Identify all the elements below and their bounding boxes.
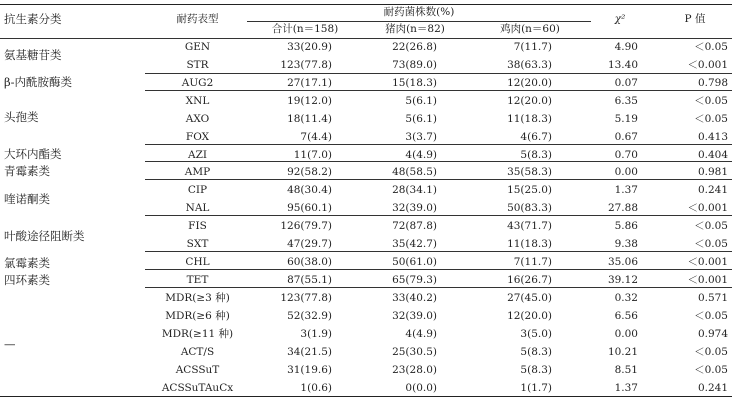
cell-total: 48(30.4)	[287, 184, 332, 196]
cell-chicken: 4(6.7)	[520, 131, 552, 143]
category-beta-lactamase: β-内酰胺酶类	[4, 75, 73, 89]
cell-chi-square: 4.90	[614, 41, 638, 53]
cell-chi-square: 9.38	[614, 238, 638, 250]
cell-total: 19(12.0)	[287, 95, 332, 107]
cell-p-value: 0.413	[697, 131, 728, 143]
cell-p-value: 0.798	[697, 77, 728, 89]
cell-chicken: 11(18.3)	[507, 113, 552, 125]
cell-profile: MDR(≥3 种)	[165, 292, 230, 304]
cell-profile: XNL	[185, 95, 210, 107]
cell-profile: AUG2	[181, 77, 214, 89]
cell-chi-square: 35.06	[607, 256, 638, 268]
cell-chi-square: 0.67	[614, 131, 638, 143]
cell-pork: 28(34.1)	[392, 184, 437, 196]
cell-pork: 35(42.7)	[392, 238, 437, 250]
cell-p-value: ＜0.05	[694, 364, 728, 376]
cell-profile: SXT	[186, 238, 209, 250]
cell-chicken: 7(11.7)	[513, 256, 552, 268]
cell-pork: 15(18.3)	[392, 77, 437, 89]
cell-profile: NAL	[185, 202, 210, 214]
cell-p-value: ＜0.05	[694, 220, 728, 232]
cell-p-value: ＜0.05	[694, 238, 728, 250]
header-p-value: P 值	[684, 13, 706, 25]
cell-chi-square: 10.21	[607, 346, 638, 358]
cell-chi-square: 0.07	[614, 77, 638, 89]
cell-pork: 25(30.5)	[392, 346, 437, 358]
cell-chi-square: 0.00	[614, 328, 638, 340]
cell-total: 52(32.9)	[287, 310, 332, 322]
cell-chi-square: 0.70	[614, 149, 638, 161]
cell-total: 34(21.5)	[287, 346, 332, 358]
cell-total: 18(11.4)	[287, 113, 332, 125]
cell-total: 7(4.4)	[300, 131, 332, 143]
cell-p-value: 0.404	[697, 149, 728, 161]
category-macrolide: 大环内酯类	[4, 147, 62, 161]
cell-pork: 4(4.9)	[405, 328, 437, 340]
cell-total: 126(79.7)	[280, 220, 332, 232]
cell-profile: FOX	[185, 131, 210, 143]
cell-pork: 32(39.0)	[392, 310, 437, 322]
cell-p-value: ＜0.05	[694, 95, 728, 107]
cell-total: 60(38.0)	[287, 256, 332, 268]
cell-chicken: 50(83.3)	[507, 202, 552, 214]
category-quinolone: 喹诺酮类	[4, 192, 50, 206]
cell-chi-square: 6.56	[614, 310, 638, 322]
cell-profile: MDR(≥6 种)	[165, 310, 230, 322]
cell-profile: AZI	[187, 149, 208, 161]
cell-total: 31(19.6)	[287, 364, 332, 376]
header-category: 抗生素分类	[4, 12, 62, 26]
cell-total: 87(55.1)	[287, 274, 332, 286]
cell-chi-square: 5.19	[614, 113, 638, 125]
cell-p-value: 0.974	[697, 328, 728, 340]
header-total: 合计(n＝158)	[271, 23, 339, 35]
cell-p-value: ＜0.05	[694, 346, 728, 358]
cell-total: 33(20.9)	[287, 41, 332, 53]
cell-chicken: 5(8.3)	[520, 364, 552, 376]
cell-p-value: ＜0.05	[694, 113, 728, 125]
cell-p-value: ＜0.05	[694, 310, 728, 322]
cell-profile: ACSSuTAuCx	[161, 382, 234, 394]
cell-chicken: 12(20.0)	[507, 77, 552, 89]
cell-total: 92(58.2)	[287, 166, 332, 178]
cell-pork: 5(6.1)	[405, 113, 437, 125]
cell-p-value: ＜0.001	[687, 202, 728, 214]
category-aminoglycoside: 氨基糖苷类	[4, 48, 62, 62]
cell-chi-square: 0.32	[614, 292, 638, 304]
cell-total: 3(1.9)	[300, 328, 332, 340]
cell-pork: 48(58.5)	[392, 166, 437, 178]
cell-p-value: ＜0.001	[687, 59, 728, 71]
cell-profile: ACT/S	[180, 346, 215, 358]
cell-pork: 0(0.0)	[405, 382, 437, 394]
cell-chicken: 12(20.0)	[507, 95, 552, 107]
cell-chicken: 43(71.7)	[507, 220, 552, 232]
cell-total: 47(29.7)	[287, 238, 332, 250]
cell-total: 11(7.0)	[293, 149, 332, 161]
cell-chi-square: 1.37	[614, 184, 638, 196]
cell-pork: 4(4.9)	[405, 149, 437, 161]
cell-chicken: 3(5.0)	[520, 328, 552, 340]
cell-profile: MDR(≥11 种)	[161, 328, 234, 340]
header-pork: 猪肉(n＝82)	[385, 23, 445, 35]
cell-chicken: 11(18.3)	[507, 238, 552, 250]
cell-profile: AMP	[184, 166, 211, 178]
cell-profile: CHL	[185, 256, 210, 268]
cell-chicken: 16(26.7)	[507, 274, 552, 286]
cell-pork: 3(3.7)	[405, 131, 437, 143]
cell-chi-square: 39.12	[607, 274, 638, 286]
header-chi-square: χ²	[614, 13, 626, 25]
cell-chi-square: 5.86	[614, 220, 638, 232]
cell-chicken: 15(25.0)	[507, 184, 552, 196]
cell-pork: 22(26.8)	[392, 41, 437, 53]
cell-pork: 50(61.0)	[392, 256, 437, 268]
category-folate-pathway-inhibitor: 叶酸途径阻断类	[4, 229, 85, 243]
cell-profile: CIP	[187, 184, 208, 196]
category-tetracycline: 四环素类	[4, 273, 50, 287]
cell-profile: AXO	[185, 113, 210, 125]
category-none: —	[4, 337, 16, 351]
header-profile: 耐药表型	[176, 13, 219, 25]
cell-p-value: ＜0.001	[687, 256, 728, 268]
cell-chicken: 5(8.3)	[520, 346, 552, 358]
cell-p-value: 0.981	[697, 166, 728, 178]
cell-chicken: 1(1.7)	[520, 382, 552, 394]
cell-pork: 72(87.8)	[392, 220, 437, 232]
cell-pork: 5(6.1)	[405, 95, 437, 107]
cell-pork: 65(79.3)	[392, 274, 437, 286]
cell-chicken: 7(11.7)	[513, 41, 552, 53]
cell-pork: 23(28.0)	[392, 364, 437, 376]
cell-p-value: 0.241	[697, 184, 728, 196]
cell-pork: 32(39.0)	[392, 202, 437, 214]
cell-pork: 73(89.0)	[392, 59, 437, 71]
cell-total: 95(60.1)	[287, 202, 332, 214]
category-penicillin: 青霉素类	[4, 164, 50, 178]
cell-total: 123(77.8)	[280, 292, 332, 304]
cell-total: 1(0.6)	[300, 382, 332, 394]
cell-chicken: 38(63.3)	[507, 59, 552, 71]
cell-chi-square: 6.35	[614, 95, 638, 107]
cell-chi-square: 1.37	[614, 382, 638, 394]
cell-chi-square: 13.40	[607, 59, 638, 71]
cell-profile: FIS	[188, 220, 207, 232]
cell-p-value: ＜0.001	[687, 274, 728, 286]
cell-chicken: 27(45.0)	[507, 292, 552, 304]
cell-profile: STR	[186, 59, 209, 71]
cell-chi-square: 8.51	[614, 364, 638, 376]
category-phenicol: 氯霉素类	[4, 256, 50, 270]
cell-chicken: 12(20.0)	[507, 310, 552, 322]
cell-profile: ACSSuT	[175, 364, 220, 376]
header-resistant-count: 耐药菌株数(%)	[383, 6, 455, 18]
cell-profile: GEN	[184, 41, 211, 53]
cell-total: 123(77.8)	[280, 59, 332, 71]
cell-chicken: 5(8.3)	[520, 149, 552, 161]
cell-pork: 33(40.2)	[392, 292, 437, 304]
cell-total: 27(17.1)	[287, 77, 332, 89]
cell-chi-square: 27.88	[607, 202, 638, 214]
cell-p-value: 0.571	[697, 292, 728, 304]
cell-p-value: ＜0.05	[694, 41, 728, 53]
cell-p-value: 0.241	[697, 382, 728, 394]
header-chicken: 鸡肉(n＝60)	[500, 23, 560, 35]
cell-chicken: 35(58.3)	[507, 166, 552, 178]
category-cephalosporin: 头孢类	[4, 110, 39, 124]
cell-chi-square: 0.00	[614, 166, 638, 178]
cell-profile: TET	[186, 274, 209, 286]
